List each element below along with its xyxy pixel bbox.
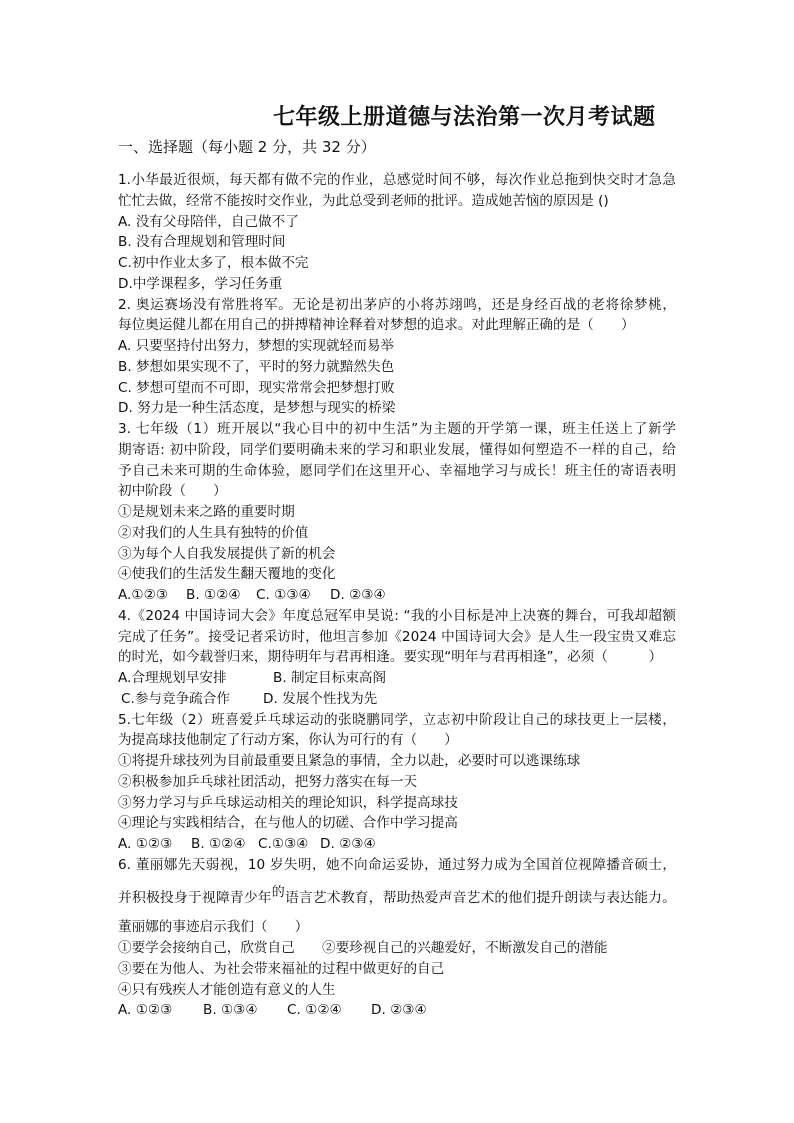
option-a: A. 没有父母陪伴，自己做不了 [118,213,299,230]
section-heading: 一、选择题（每小题 2 分，共 32 分） [118,138,376,156]
question-stem-line: 3. 七年级（1）班开展以“我心目中的初中生活”为主题的开学第一课，班主任送上了新学 [118,421,676,437]
question-stem-line: 1.小华最近很烦，每天都有做不完的作业，总感觉时间不够，每次作业总拖到快交时才急急 [118,172,676,188]
statement-3: ③为每个人自我发展提供了新的机会 [118,545,336,562]
statement-2: ②对我们的人生具有独特的价值 [118,524,309,541]
choice-b: B. ①②④ [186,587,241,603]
statement-4: ④使我们的生活发生翻天覆地的变化 [118,566,336,583]
question-stem-line [118,884,676,909]
option-b: B. 没有合理规划和管理时间 [118,234,286,251]
choice-b: B. ①③④ [203,1002,258,1019]
choice-a: A.①②③ [118,587,168,603]
choice-b: B. ①②④ [191,836,246,852]
question-list [118,170,676,1021]
question-5 [118,710,676,855]
question-stem-line: 为提高球技他制定了行动方案，你认为可行的有（ ） [118,732,458,749]
question-6 [118,855,676,1021]
option-b: B. 制定目标束高阁 [273,670,387,686]
option-a: A.合理规划早安排 [118,670,227,686]
statement-1: ①要学会接纳自己，欣赏自己 [118,940,295,956]
raised-character: 的 [271,884,285,900]
statement-1: ①是规划未来之路的重要时期 [118,504,295,520]
choice-row [118,585,676,606]
choice-row [118,1000,676,1021]
statement-1: ①将提升球技列为目前最重要且紧急的事情，全力以赴，必要时可以逃课练球 [118,753,581,769]
question-4 [118,606,676,710]
option-c: C.参与竞争疏合作 [121,690,230,707]
question-3 [118,419,676,606]
statement-4: ④理论与实践相结合，在与他人的切磋、合作中学习提高 [118,815,458,832]
choice-d: D. ②③④ [320,836,376,852]
question-stem-line: 期寄语: 初中阶段，同学们要明确未来的学习和职业发展，懂得如何塑造不一样的自己，给 [118,441,676,458]
stem-text: 语言艺术教育，帮助热爱声音艺术的他们提升朗读与表达能力。 [284,889,676,906]
question-stem-line: 忙忙去做，经常不能按时交作业，为此总受到老师的批评。造成她苦恼的原因是 () [118,192,609,209]
option-row [118,689,676,710]
question-stem-line: 6. 董丽娜先天弱视，10 岁失明，她不向命运妥协，通过努力成为全国首位视障播音硕士， [118,856,676,873]
statement-2: ②积极参加乒乓球社团活动，把努力落实在每一天 [118,773,418,790]
question-stem-line: 4.《2024 中国诗词大会》年度总冠军申昊说: “我的小目标是冲上决赛的舞台，可我却超额 [118,607,676,624]
question-stem-line: 完成了任务”。接受记者采访时，他坦言参加《2024 中国诗词大会》是人生一段宝贵又难忘 [118,628,676,645]
question-stem-line: 的时光，如今载誉归来，期待明年与君再相逢。要实现“明年与君再相逢”，必须（ ） [118,649,663,666]
stem-text: 并积极投身于视障青少年 [118,889,272,906]
choice-a: A. ①②③ [118,1002,173,1019]
option-c: C. 梦想可望而不可即，现实常常会把梦想打败 [118,379,395,396]
choice-c: C. ①②④ [287,1002,342,1019]
option-d: D. 努力是一种生活态度，是梦想与现实的桥梁 [118,400,396,417]
option-c: C.初中作业太多了，根本做不完 [118,255,309,271]
statement-3: ③努力学习与乒乓球运动相关的理论知识，科学提高球技 [118,794,458,811]
option-row [118,668,676,689]
question-stem-line: 初中阶段（ ） [118,483,227,500]
question-2 [118,295,676,420]
statement-2: ②要珍视自己的兴趣爱好，不断激发自己的潜能 [322,940,608,956]
statement-row [118,938,676,959]
question-prompt: 董丽娜的事迹启示我们（ ） [118,919,309,936]
question-stem-line: 予自己未来可期的生命体验，愿同学们在这里开心、幸福地学习与成长！班主任的寄语表明 [118,462,676,479]
choice-c: C.①③④ [258,836,309,852]
option-d: D.中学课程多，学习任务重 [118,275,283,292]
choice-d: D. ②③④ [330,587,386,603]
choice-a: A. ①②③ [118,836,173,852]
choice-d: D. ②③④ [371,1002,427,1019]
exam-title: 七年级上册道德与法治第一次月考试题 [273,105,656,130]
question-stem-line: 2. 奥运赛场没有常胜将军。无论是初出茅庐的小将苏翊鸣，还是身经百战的老将徐梦桃， [118,296,676,313]
choice-row [118,834,676,855]
statement-3: ③要在为他人、为社会带来福祉的过程中做更好的自己 [118,960,445,977]
statement-4: ④只有残疾人才能创造有意义的人生 [118,981,336,998]
option-a: A. 只要坚持付出努力，梦想的实现就轻而易举 [118,338,394,354]
choice-c: C. ①③④ [256,587,311,603]
question-stem-line: 5.七年级（2）班喜爱乒乓球运动的张晓鹏同学，立志初中阶段让自己的球技更上一层楼， [118,711,676,728]
option-d: D. 发展个性找为先 [263,690,378,707]
option-b: B. 梦想如果实现不了，平时的努力就黯然失色 [118,358,395,375]
question-stem-line: 每位奥运健儿都在用自己的拼搏精神诠释着对梦想的追求。对此理解正确的是（ ） [118,317,635,334]
question-1 [118,170,676,295]
